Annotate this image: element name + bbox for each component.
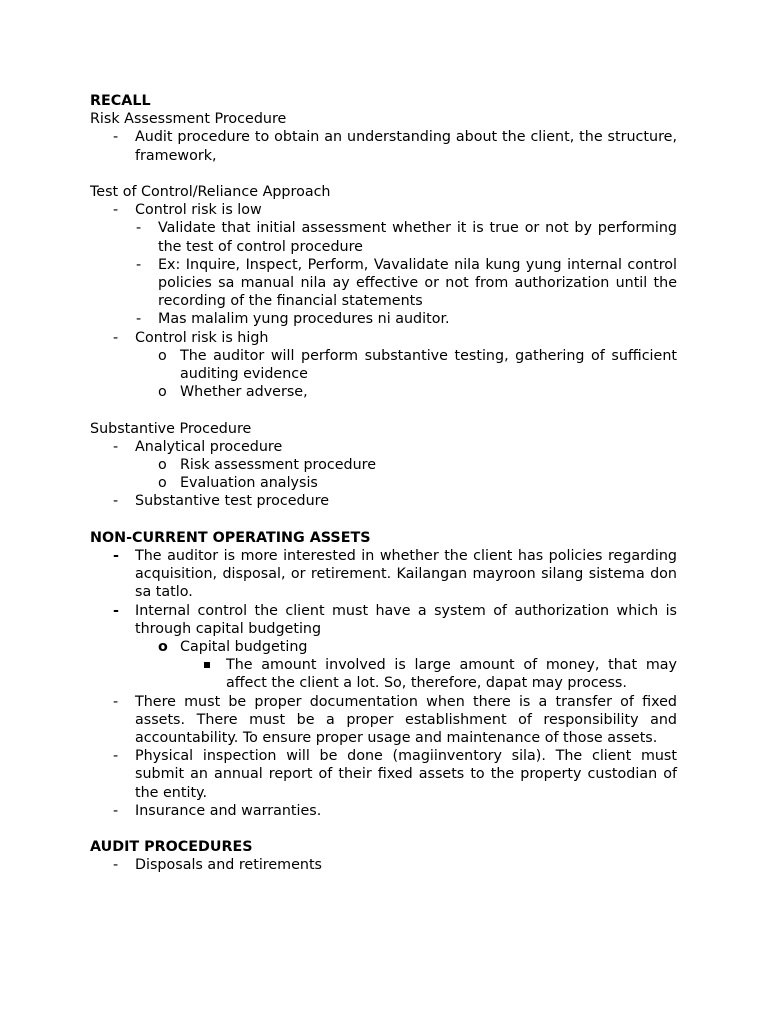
dash-bullet: - xyxy=(113,602,119,619)
list-item xyxy=(90,310,677,328)
list-item-text: Audit procedure to obtain an understanding about the client, the structure, framework, xyxy=(135,129,677,164)
circle-bullet: o xyxy=(158,384,167,401)
list-item-text: Ex: Inquire, Inspect, Perform, Vavalidate nila kung yung internal control policies sa manual nila ay effective or not from authorization until the recording of the financial statements xyxy=(158,256,677,310)
list-item-text: There must be proper documentation when there is a transfer of fixed assets. There must be a proper establishment of responsibility and accountability. To ensure proper usage and maintenance of those assets. xyxy=(135,693,677,747)
list-item-text: Risk assessment procedure xyxy=(180,457,377,474)
list-item-text: Insurance and warranties. xyxy=(135,802,322,819)
list-item-text: Substantive test procedure xyxy=(135,493,330,510)
list-item xyxy=(90,492,677,510)
dash-bullet: - xyxy=(136,311,142,328)
list-item xyxy=(90,693,677,748)
list-item-text: Control risk is low xyxy=(135,202,262,219)
heading-recall: RECALL xyxy=(90,93,151,109)
test-of-control-title: Test of Control/Reliance Approach xyxy=(90,184,331,200)
dash-bullet: - xyxy=(113,693,119,710)
list-item xyxy=(90,638,677,656)
dash-bullet: - xyxy=(113,129,119,146)
list-item-text: Evaluation analysis xyxy=(180,475,318,492)
dash-bullet: - xyxy=(113,329,119,346)
dash-bullet: - xyxy=(113,857,119,874)
list-item xyxy=(90,329,677,347)
heading-non-current-operating-assets: NON-CURRENT OPERATING ASSETS xyxy=(90,529,371,546)
dash-bullet: - xyxy=(113,493,119,510)
list-item-text: Whether adverse, xyxy=(180,384,308,401)
list-item xyxy=(90,201,677,219)
list-item xyxy=(90,474,677,492)
list-item-text: Validate that initial assessment whether it is true or not by performing the test of control procedure xyxy=(158,220,677,255)
list-item-text: The auditor is more interested in whether the client has policies regarding acquisition, disposal, or retirement. Kailangan mayroon silang sistema don sa tatlo. xyxy=(135,548,677,601)
list-item xyxy=(90,747,677,802)
list-item xyxy=(90,656,677,692)
dash-bullet: - xyxy=(136,220,142,237)
list-item xyxy=(90,347,677,383)
list-item xyxy=(90,383,677,401)
circle-bullet: o xyxy=(158,475,167,492)
risk-assessment-title: Risk Assessment Procedure xyxy=(90,111,287,128)
dash-bullet: - xyxy=(113,202,119,219)
substantive-procedure-title: Substantive Procedure xyxy=(90,420,252,437)
list-item xyxy=(90,219,677,255)
dash-bullet: - xyxy=(113,438,119,455)
circle-bullet: o xyxy=(158,457,167,474)
dash-bullet: - xyxy=(113,748,119,765)
list-item-text: Disposals and retirements xyxy=(135,857,323,874)
dash-bullet: - xyxy=(113,548,119,565)
list-item xyxy=(90,856,677,874)
list-item xyxy=(90,456,677,474)
list-item-text: Internal control the client must have a system of authorization which is through capital budgeting xyxy=(135,602,677,637)
square-bullet-icon xyxy=(204,662,210,668)
list-item-text: Analytical procedure xyxy=(135,438,283,455)
document-body xyxy=(90,92,677,875)
list-item xyxy=(90,547,677,602)
list-item-text: Capital budgeting xyxy=(180,639,308,656)
circle-bullet: o xyxy=(158,347,167,364)
list-item xyxy=(90,802,677,820)
list-item xyxy=(90,128,677,164)
dash-bullet: - xyxy=(113,802,119,819)
list-item-text: Physical inspection will be done (magiinventory sila). The client must submit an annual report of their fixed assets to the property custodian of the entity. xyxy=(135,748,677,801)
list-item xyxy=(90,256,677,311)
list-item-text: The amount involved is large amount of money, that may affect the client a lot. So, therefore, dapat may process. xyxy=(226,657,677,692)
dash-bullet: - xyxy=(136,256,142,273)
list-item-text: Control risk is high xyxy=(135,329,269,346)
list-item-text: Mas malalim yung procedures ni auditor. xyxy=(158,311,450,328)
list-item-text: The auditor will perform substantive testing, gathering of sufficient auditing evidence xyxy=(180,347,677,383)
heading-audit-procedures: AUDIT PROCEDURES xyxy=(90,839,253,856)
list-item xyxy=(90,602,677,638)
circle-bullet: o xyxy=(158,639,168,656)
list-item xyxy=(90,438,677,456)
